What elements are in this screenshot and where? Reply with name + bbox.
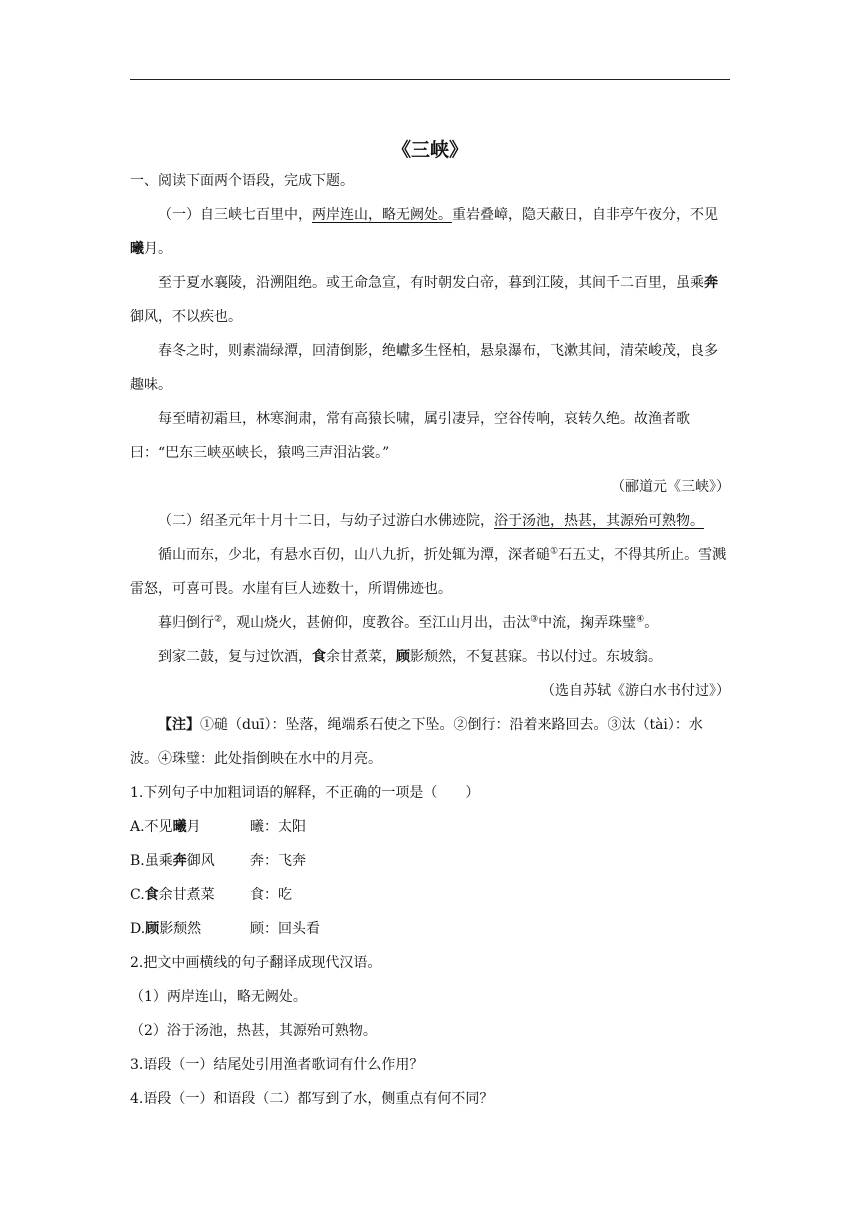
underlined-sentence-1: 两岸连山，略无阙处。 [312, 207, 452, 223]
question-1: 1.下列句子中加粗词语的解释，不正确的一项是（ ） [130, 785, 480, 801]
bold-word-xi: 曦 [130, 241, 144, 257]
question-2-item-2: （2）浴于汤池，热甚，其源殆可熟物。 [130, 1023, 377, 1039]
footnote-marker-2: ② [214, 614, 223, 625]
underlined-sentence-2: 浴于汤池，热甚，其源殆可熟物。 [494, 513, 704, 529]
passage2-paragraph3: 暮归倒行②，观山烧火，甚俯仰，度教谷。至江山月出，击汰③中流，掬弄珠璧④。 [158, 614, 659, 631]
passage2-source: （选自苏轼《游白水书付过》） [541, 683, 730, 699]
bold-word-gu: 顾 [396, 649, 410, 665]
passage1-paragraph2: 至于夏水襄陵，沿溯阻绝。或王命急宣，有时朝发白帝，暮到江陵，其间千二百里，虽乘奔御风，不以疾也。 [130, 275, 718, 325]
notes-label: 【注】 [158, 717, 200, 733]
question-4: 4.语段（一）和语段（二）都写到了水，侧重点有何不同？ [130, 1091, 494, 1107]
footnote-marker-1: ① [550, 546, 559, 557]
option-d: D.顾影颓然 顾：回头看 [130, 921, 320, 937]
passage2-paragraph4: 到家二鼓，复与过饮酒，食余甘煮菜，顾影颓然，不复甚寐。书以付过。东坡翁。 [158, 649, 662, 665]
notes: 【注】①磓（duī）：坠落，绳端系石使之下坠。②倒行：沿着来路回去。③汰（tài）：水波。④珠璧：此处指倒映在水中的月亮。 [130, 717, 703, 767]
footnote-marker-4: ④ [636, 614, 645, 625]
instruction: 一、阅读下面两个语段，完成下题。 [130, 173, 354, 189]
question-3: 3.语段（一）结尾处引用渔者歌词有什么作用？ [130, 1057, 424, 1073]
header-rule [130, 79, 730, 80]
footnote-marker-3: ③ [530, 614, 539, 625]
page-title: 《三峡》 [391, 139, 468, 161]
passage1-paragraph4: 每至晴初霜旦，林寒涧肃，常有高猿长啸，属引凄异，空谷传响，哀转久绝。故渔者歌曰：“巴东三峡巫峡长，猿鸣三声泪沾裳。” [130, 411, 690, 461]
bold-word-ben: 奔 [704, 275, 718, 291]
option-c: C.食余甘煮菜 食：吃 [130, 887, 292, 903]
passage2-paragraph2: 循山而东，少北，有悬水百仞，山八九折，折处辄为潭，深者磓①石五丈，不得其所止。雪溅雷怒，可喜可畏。水崖有巨人迹数十，所谓佛迹也。 [130, 546, 727, 597]
option-b: B.虽乘奔御风 奔：飞奔 [130, 853, 306, 869]
bold-word-shi: 食 [312, 649, 326, 665]
question-2-item-1: （1）两岸连山，略无阙处。 [130, 989, 307, 1005]
document-page [130, 130, 730, 1116]
question-2: 2.把文中画横线的句子翻译成现代汉语。 [130, 955, 382, 971]
passage1-paragraph3: 春冬之时，则素湍绿潭，回清倒影，绝巘多生怪柏，悬泉瀑布，飞漱其间，清荣峻茂，良多趣味。 [130, 343, 718, 393]
passage2-paragraph1: （二）绍圣元年十月十二日，与幼子过游白水佛迹院，浴于汤池，热甚，其源殆可熟物。 [158, 513, 704, 529]
passage1-source: （郦道元《三峡》） [611, 479, 730, 495]
option-a: A.不见曦月 曦：太阳 [130, 819, 306, 835]
passage1-paragraph1: （一）自三峡七百里中，两岸连山，略无阙处。重岩叠嶂，隐天蔽日，自非亭午夜分，不见曦月。 [130, 207, 718, 257]
